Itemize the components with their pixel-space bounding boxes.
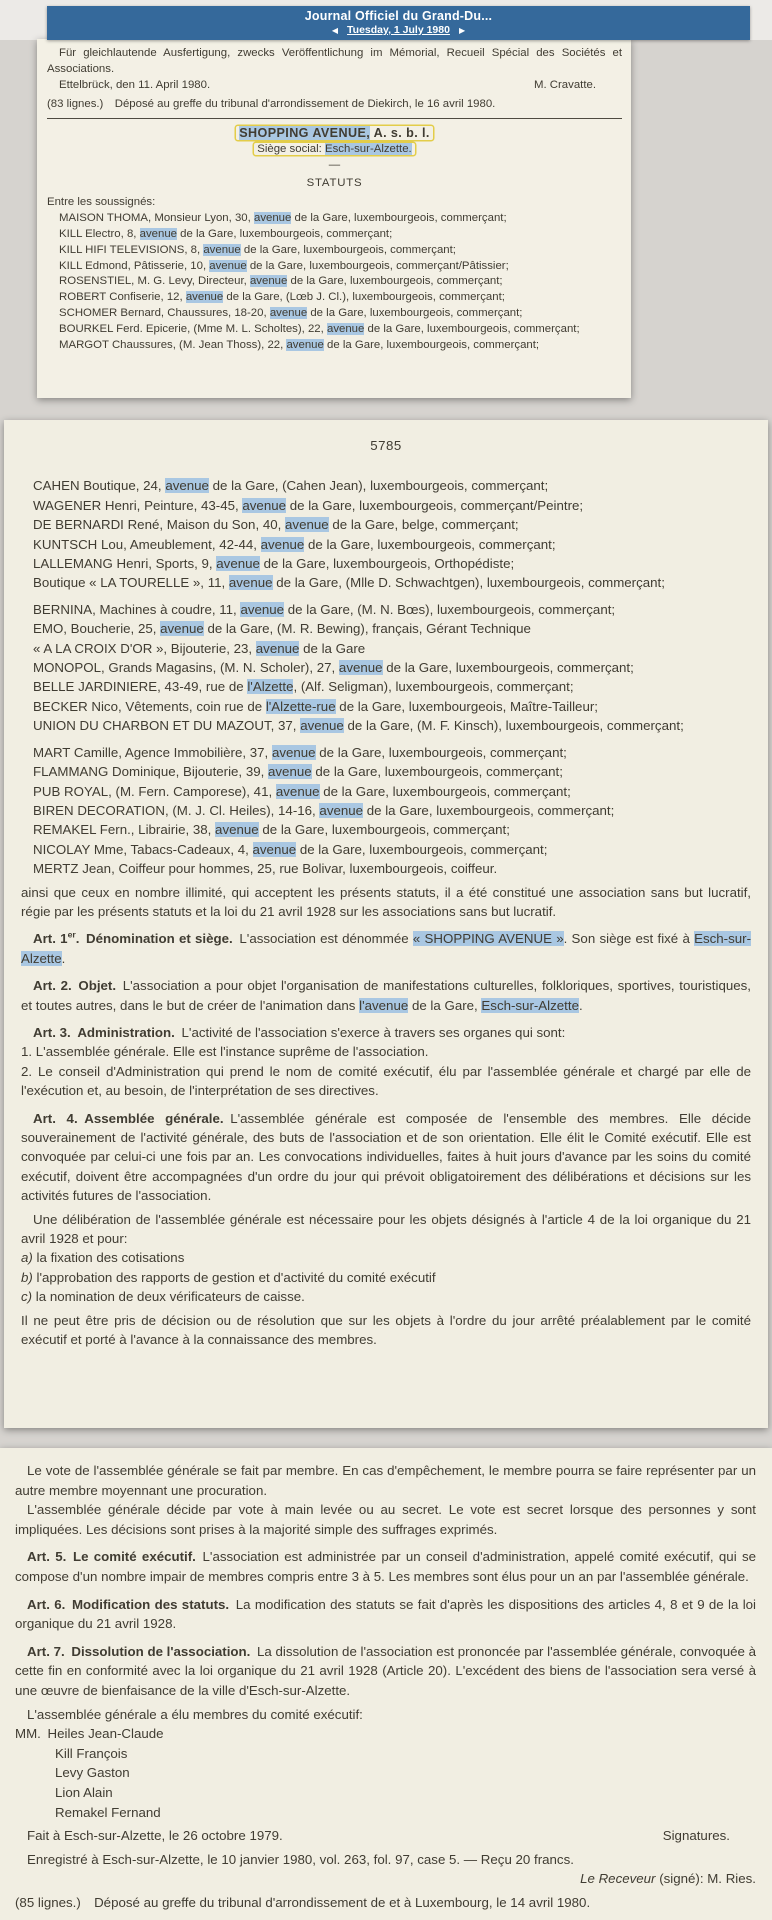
dateline-row <box>47 78 622 94</box>
siege-social-line <box>47 142 622 158</box>
text-line <box>21 820 751 839</box>
search-highlight: avenue <box>275 783 320 799</box>
receveur-line <box>15 1869 756 1889</box>
viewer-header <box>47 6 750 40</box>
text-segment: L'association a pour objet l'organisation de manifestations culturelles, folkloriques, sportives, touristiques, et toutes autres, dans le but de créer de l'animation dans <box>21 978 751 1013</box>
text-line <box>21 697 751 716</box>
text-segment: Boutique « LA TOURELLE », 11, <box>33 575 229 591</box>
text-segment: SCHOMER Bernard, Chaussures, 18-20, <box>59 306 270 319</box>
text-segment: Art. 1 <box>33 931 68 947</box>
text-line <box>47 211 622 227</box>
text-segment: WAGENER Henri, Peinture, 43-45, <box>33 497 243 513</box>
text-segment: — <box>328 158 341 171</box>
text-segment: MM. Heiles Jean-Claude <box>15 1726 164 1742</box>
row-left-text <box>47 78 522 94</box>
article-2 <box>21 976 751 1015</box>
text-segment: de la Gare, luxembourgeois, commerçant; <box>287 275 503 288</box>
text-segment: de la Gare, (M. F. Kinsch), luxembourgeois, commerçant; <box>343 718 684 734</box>
text-line <box>15 1705 756 1725</box>
text-segment: BIREN DECORATION, (M. J. Cl. Heiles), 14-16, <box>33 802 320 818</box>
text-segment: a) <box>21 1250 33 1266</box>
text-segment: NICOLAY Mme, Tabacs-Cadeaux, 4, <box>33 841 253 857</box>
text-segment: M. Cravatte. <box>533 78 596 91</box>
text-segment: Für gleichlautende Ausfertigung, zwecks Veröffentlichung im Mémorial, Recueil Spécial des Sociétés et Associations. <box>47 47 622 75</box>
text-segment: de la Gare, luxembourgeois, commerçant; <box>315 744 567 760</box>
search-highlight: Esch-sur-Alzette <box>481 997 579 1013</box>
search-highlight: SHOPPING AVENUE, <box>239 126 371 141</box>
text-line <box>21 515 751 534</box>
text-line <box>21 496 751 515</box>
text-segment: . <box>578 997 583 1013</box>
text-segment: . Dénomination et siège. <box>75 931 233 947</box>
text-segment: . Son siège est fixé à <box>563 931 695 947</box>
journal-title: Journal Officiel du Grand-Du... <box>304 9 493 23</box>
text-segment: La dissolution de l'association est prononcée par l'assemblée générale, convoquée à cette fin en conformité avec la loi organique du 21 avril 1928 (Article 20). L'excédent des biens de l'association sera versé à une œuvre de bienfaisance de la ville d'Esch-sur-Alzette. <box>15 1643 756 1698</box>
text-line <box>21 1248 751 1267</box>
text-line <box>15 1500 756 1539</box>
text-segment: CAHEN Boutique, 24, <box>33 478 166 494</box>
text-line <box>47 322 622 338</box>
article-7 <box>15 1642 756 1701</box>
text-segment: er <box>67 929 76 940</box>
search-highlight: avenue <box>286 338 324 351</box>
text-segment: de la Gare, luxembourgeois, commerçant; <box>323 338 540 351</box>
text-segment: de la Gare, luxembourgeois, Orthopédiste; <box>259 556 515 572</box>
text-segment: de la Gare, luxembourgeois, commerçant; <box>382 660 634 676</box>
text-line <box>47 274 622 290</box>
row-left-text <box>15 1826 651 1846</box>
text-segment: (85 lignes.) Déposé au greffe du tribunal d'arrondissement de et à Luxembourg, le 14 avril 1980. <box>15 1894 591 1910</box>
text-line <box>21 1311 751 1350</box>
search-highlight: l'avenue <box>359 997 409 1013</box>
text-segment: de la Gare, (M. R. Bewing), français, Gérant Technique <box>203 621 531 637</box>
text-segment: de la Gare, luxembourgeois, commerçant; <box>364 322 580 335</box>
text-segment: BERNINA, Machines à coudre, 11, <box>33 601 241 617</box>
search-highlight: avenue <box>338 660 383 676</box>
row-right-text <box>522 78 622 94</box>
text-segment: BELLE JARDINIERE, 43-49, rue de <box>33 679 248 695</box>
text-line <box>15 1893 756 1913</box>
text-segment: L'association est dénommée <box>232 931 413 947</box>
search-highlight: avenue <box>160 621 204 637</box>
text-segment: 2. Le conseil d'Administration qui prend le nom de comité exécutif, élu par l'assemblée générale et chargé par elle de l'exécution et, au besoin, de l'interprétation de ses directives. <box>21 1063 751 1099</box>
text-line <box>47 97 622 113</box>
text-line <box>21 859 751 878</box>
committee-member <box>15 1783 756 1803</box>
text-segment: L'assemblée générale a élu membres du comité exécutif: <box>27 1706 363 1722</box>
text-line <box>15 1461 756 1500</box>
text-segment: de la Gare, belge, commerçant; <box>328 517 519 533</box>
text-line <box>21 639 751 658</box>
text-line <box>21 840 751 859</box>
text-segment: de la Gare <box>299 640 366 656</box>
scanned-page-5785 <box>4 420 768 1428</box>
text-segment: BECKER Nico, Vêtements, coin rue de <box>33 698 266 714</box>
text-segment: Signatures. <box>662 1828 730 1844</box>
text-segment: de la Gare, luxembourgeois, commerçant; <box>307 306 523 319</box>
text-segment: b) <box>21 1269 33 1285</box>
text-segment: Art. 6. Modification des statuts. <box>27 1596 230 1612</box>
text-segment: KILL HIFI TELEVISIONS, 8, <box>59 243 204 256</box>
text-segment: la nomination de deux vérificateurs de caisse. <box>32 1289 305 1305</box>
text-line <box>21 782 751 801</box>
text-line <box>21 743 751 762</box>
text-segment: . <box>61 950 66 966</box>
text-segment: KILL Edmond, Pâtisserie, 10, <box>59 259 210 272</box>
text-line <box>47 195 622 211</box>
search-highlight: avenue <box>260 536 305 552</box>
search-highlight: avenue <box>326 322 365 335</box>
article-1 <box>21 929 751 968</box>
text-segment: Kill François <box>55 1745 128 1761</box>
search-highlight: avenue <box>209 259 247 272</box>
text-segment: A. s. b. l. <box>370 126 430 141</box>
date-nav-link[interactable]: Tuesday, 1 July 1980 <box>347 24 450 36</box>
text-segment: DE BERNARDI René, Maison du Son, 40, <box>33 517 286 533</box>
text-segment: MERTZ Jean, Coiffeur pour hommes, 25, rue Bolivar, luxembourgeois, coiffeur. <box>33 861 498 877</box>
text-segment: Le Receveur <box>580 1871 656 1887</box>
text-line <box>21 600 751 619</box>
text-segment: KUNTSCH Lou, Ameublement, 42-44, <box>33 536 261 552</box>
text-segment: L'association est administrée par un conseil d'administration, appelé comité exécutif, qui se compose d'un nombre impair de membres compris entre 3 à 5. Les membres sont élus pour un an par l'assemblée générale. <box>15 1549 756 1584</box>
text-segment: de la Gare, luxembourgeois, commerçant/Pâtissier; <box>246 259 509 272</box>
search-highlight: avenue <box>249 275 288 288</box>
search-highlight: avenue <box>203 243 241 256</box>
search-highlight: Esch-sur-Alzette. <box>325 142 412 155</box>
text-line <box>47 259 622 275</box>
search-highlight: avenue <box>300 718 344 734</box>
row-right-text <box>651 1826 756 1846</box>
text-segment: « A LA CROIX D'OR », Bijouterie, 23, <box>33 640 256 656</box>
text-segment: LALLEMANG Henri, Sports, 9, <box>33 556 217 572</box>
text-segment: Le vote de l'assemblée générale se fait par membre. En cas d'empêchement, le membre pourra se faire représenter par un autre membre moyennant une procuration. <box>15 1463 756 1498</box>
search-highlight: avenue <box>185 291 224 304</box>
text-segment: la fixation des cotisations <box>32 1250 185 1266</box>
text-segment: PUB ROYAL, (M. Fern. Camporese), 41, <box>33 783 276 799</box>
text-segment: c) <box>21 1289 33 1305</box>
text-segment: de la Gare, (Cahen Jean), luxembourgeois, commerçant; <box>208 478 549 494</box>
text-line <box>21 762 751 781</box>
page-5785-body <box>21 476 751 1349</box>
text-segment: Fait à Esch-sur-Alzette, le 26 octobre 1979. <box>27 1828 283 1844</box>
search-highlight: avenue <box>240 601 285 617</box>
next-day-arrow-icon[interactable]: ▶ <box>458 25 466 35</box>
search-highlight: avenue <box>285 517 329 533</box>
horizontal-rule <box>47 118 622 119</box>
text-segment: , (Alf. Seligman), luxembourgeois, commerçant; <box>293 679 574 695</box>
text-segment: La modification des statuts se fait d'après les dispositions des articles 4, 8 et 9 de la loi organique du 21 avril 1928. <box>15 1596 756 1632</box>
text-segment: Remakel Fernand <box>55 1804 161 1820</box>
text-segment: KILL Electro, 8, <box>59 227 140 240</box>
text-line <box>21 716 751 735</box>
text-line <box>21 1268 751 1287</box>
text-segment: Il ne peut être pris de décision ou de résolution que sur les objets à l'ordre du jour arrêté préalablement par le comité exécutif et porté à l'avance à la connaissance des membres. <box>21 1312 751 1348</box>
text-segment: de la Gare, luxembourgeois, commerçant; <box>304 536 556 552</box>
prev-day-arrow-icon[interactable]: ◀ <box>331 25 339 35</box>
text-line <box>47 306 622 322</box>
text-segment: de la Gare, luxembourgeois, commerçant; <box>319 783 571 799</box>
text-segment: de la Gare, luxembourgeois, commerçant; <box>258 822 510 838</box>
text-segment: (83 lignes.) Déposé au greffe du tribunal d'arrondissement de Diekirch, le 16 avril 1980. <box>47 98 496 111</box>
page-number: 5785 <box>370 438 402 453</box>
find-match-ring <box>254 143 414 155</box>
text-line <box>21 476 751 495</box>
text-segment: Entre les soussignés: <box>47 196 156 209</box>
text-segment: de la Gare, luxembourgeois, Maître-Tailleur; <box>335 698 598 714</box>
search-highlight: l'Alzette-rue <box>265 698 336 714</box>
text-line <box>21 1210 751 1249</box>
text-segment: Art. 3. Administration. <box>33 1024 175 1040</box>
text-line <box>21 1287 751 1306</box>
signature-row <box>15 1826 756 1846</box>
text-segment: Art. 4. Assemblée générale. <box>33 1110 224 1126</box>
committee-member <box>15 1744 756 1764</box>
text-segment: MAISON THOMA, Monsieur Lyon, 30, <box>59 212 254 225</box>
text-segment: MONOPOL, Grands Magasins, (M. N. Scholer), 27, <box>33 660 339 676</box>
text-line <box>21 554 751 573</box>
search-highlight: avenue <box>228 575 273 591</box>
text-segment: ainsi que ceux en nombre illimité, qui acceptent les présents statuts, il a été constitué une association sans but lucratif, régie par les présents statuts et la loi du 21 avril 1928 sur les associations sans but lucratif. <box>21 884 751 919</box>
committee-member <box>15 1803 756 1823</box>
text-segment: de la Gare, (M. N. Bœs), luxembourgeois, commerçant; <box>284 601 616 617</box>
search-highlight: avenue <box>252 841 297 857</box>
text-line <box>21 658 751 677</box>
text-line <box>47 290 622 306</box>
text-segment: de la Gare, luxembourgeois, commerçant/Peintre; <box>286 497 584 513</box>
search-highlight: avenue <box>215 822 259 838</box>
text-line <box>21 1062 751 1101</box>
search-highlight: avenue <box>165 478 209 494</box>
text-line <box>47 158 622 174</box>
text-segment: de la Gare, <box>408 997 482 1013</box>
text-segment: FLAMMANG Dominique, Bijouterie, 39, <box>33 764 269 780</box>
text-segment: Lion Alain <box>55 1784 113 1800</box>
date-navigation <box>47 24 750 36</box>
text-segment: de la Gare, luxembourgeois, commerçant; <box>240 243 456 256</box>
text-segment: de la Gare, luxembourgeois, commerçant; <box>291 212 507 225</box>
find-match-ring <box>236 126 433 140</box>
text-segment: STATUTS <box>306 176 363 189</box>
text-segment: Art. 5. Le comité exécutif. <box>27 1549 196 1565</box>
text-line <box>15 1850 756 1870</box>
text-segment: de la Gare, luxembourgeois, commerçant; <box>363 802 615 818</box>
search-highlight: l'Alzette <box>247 679 294 695</box>
text-segment: UNION DU CHARBON ET DU MAZOUT, 37, <box>33 718 301 734</box>
text-segment: de la Gare, luxembourgeois, commerçant; <box>177 227 393 240</box>
text-segment: BOURKEL Ferd. Epicerie, (Mme M. L. Scholtes), 22, <box>59 322 327 335</box>
text-segment: de la Gare, luxembourgeois, commerçant; <box>311 764 563 780</box>
search-highlight: Esch-sur-Alzette <box>21 931 752 966</box>
text-line <box>21 677 751 696</box>
text-segment: (signé): M. Ries. <box>655 1871 756 1887</box>
scanned-page-top <box>37 39 631 398</box>
text-segment: Art. 2. Objet. <box>33 978 117 994</box>
text-segment: ROSENSTIEL, M. G. Levy, Directeur, <box>59 275 250 288</box>
search-highlight: avenue <box>139 227 177 240</box>
text-segment: L'assemblée générale est composée de l'ensemble des membres. Elle décide souverainement de l'activité générale, des buts de l'association et de son orientation. Elle élit le Comité exécutif. Elle est convoquée par celui-ci une fois par an. Les convocations individuelles, faites à huit jours d'avance par les soins du comité exécutif, doivent être accompagnées d'un ordre du jour qui prévoit obligatoirement des délibérations et décisions sur les activités futures de l'association. <box>21 1110 751 1204</box>
text-line <box>47 227 622 243</box>
text-segment: EMO, Boucherie, 25, <box>33 621 161 637</box>
text-segment: Levy Gaston <box>55 1765 130 1781</box>
search-highlight: avenue <box>269 306 308 319</box>
search-highlight: avenue <box>255 640 300 656</box>
scanned-page-bottom <box>0 1448 772 1920</box>
article-3 <box>21 1023 751 1042</box>
text-segment: Art. 7. Dissolution de l'association. <box>27 1643 251 1659</box>
text-segment: Enregistré à Esch-sur-Alzette, le 10 janvier 1980, vol. 263, fol. 97, case 5. — Reçu 20 francs. <box>27 1851 574 1867</box>
text-line <box>47 46 622 78</box>
search-highlight: « SHOPPING AVENUE » <box>412 931 564 947</box>
text-segment: L'assemblée générale décide par vote à main levée ou au secret. Le vote est secret lorsque des personnes y sont impliquées. Les décisions sont prises à la majorité simple des suffrages exprimés. <box>15 1502 756 1537</box>
text-segment: REMAKEL Fern., Librairie, 38, <box>33 822 216 838</box>
article-4 <box>21 1109 751 1206</box>
text-line <box>47 243 622 259</box>
article-5 <box>15 1547 756 1586</box>
text-line <box>47 338 622 354</box>
text-segment: Ettelbrück, den 11. April 1980. <box>59 78 211 91</box>
text-line <box>21 535 751 554</box>
search-highlight: avenue <box>253 212 292 225</box>
text-segment: MART Camille, Agence Immobilière, 37, <box>33 744 272 760</box>
association-title <box>47 126 622 142</box>
committee-member <box>15 1763 756 1783</box>
search-highlight: avenue <box>242 497 287 513</box>
search-highlight: avenue <box>268 764 312 780</box>
text-line <box>21 801 751 820</box>
statuts-heading <box>47 176 622 192</box>
text-segment: 1. L'assemblée générale. Elle est l'instance suprême de l'association. <box>21 1044 429 1060</box>
text-line <box>21 883 751 922</box>
search-highlight: avenue <box>216 556 260 572</box>
text-line <box>21 1042 751 1061</box>
search-highlight: avenue <box>271 744 316 760</box>
text-segment: de la Gare, (Mlle D. Schwachtgen), luxembourgeois, commerçant; <box>272 575 665 591</box>
text-segment: Siège social: <box>257 142 325 155</box>
article-6 <box>15 1595 756 1634</box>
text-segment: l'approbation des rapports de gestion et d'activité du comité exécutif <box>32 1269 436 1285</box>
text-segment: Une délibération de l'assemblée générale est nécessaire pour les objets désignés à l'article 4 de la loi organique du 21 avril 1928 et pour: <box>21 1211 751 1247</box>
text-segment: MARGOT Chaussures, (M. Jean Thoss), 22, <box>59 338 287 351</box>
search-highlight: avenue <box>319 802 364 818</box>
text-line <box>21 573 751 592</box>
text-segment: de la Gare, luxembourgeois, commerçant; <box>296 841 548 857</box>
text-segment: L'activité de l'association s'exerce à travers ses organes qui sont: <box>174 1024 566 1040</box>
text-line <box>21 619 751 638</box>
committee-member <box>15 1724 756 1744</box>
text-segment: ROBERT Confiserie, 12, <box>59 291 186 304</box>
text-segment: de la Gare, (Lœb J. Cl.), luxembourgeois, commerçant; <box>223 291 505 304</box>
